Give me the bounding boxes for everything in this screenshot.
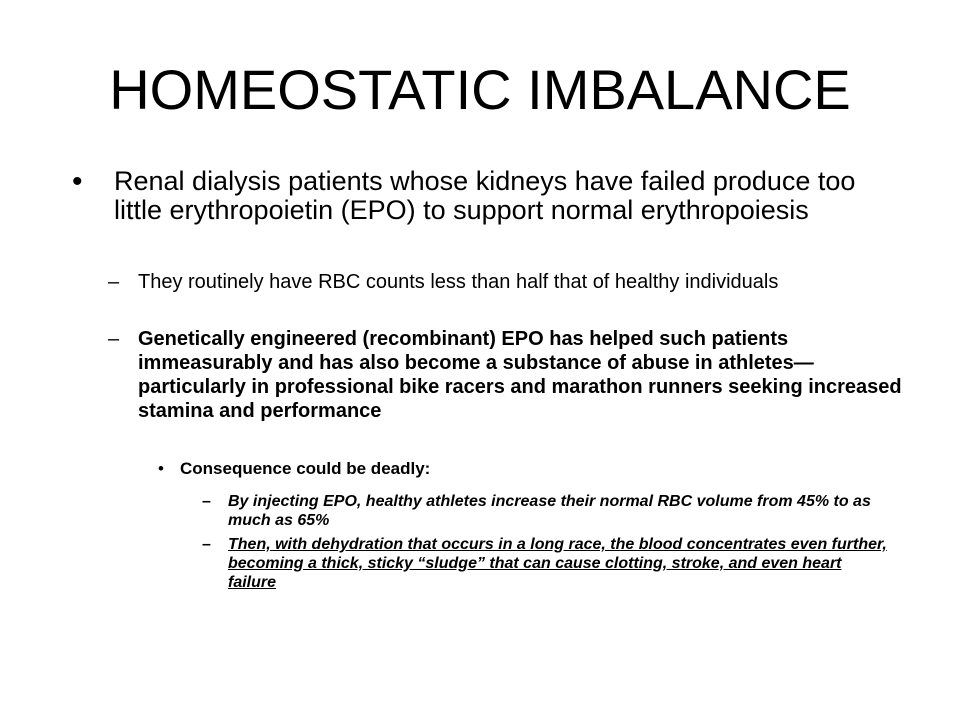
sub-bullet-injecting-epo	[202, 492, 892, 530]
slide-title: HOMEOSTATIC IMBALANCE	[109, 58, 851, 121]
dash-marker: –	[108, 271, 120, 293]
sub-bullet-dehydration	[202, 535, 892, 592]
dash-marker: –	[202, 536, 211, 553]
bullet-renal-dialysis	[72, 167, 902, 225]
bullet-marker: •	[158, 459, 164, 478]
dash-marker: –	[108, 328, 120, 350]
dash-marker: –	[202, 493, 211, 510]
bullet-text: Consequence could be deadly:	[180, 459, 431, 478]
bullet-marker: •	[72, 165, 83, 198]
bullet-consequence	[158, 458, 898, 480]
sub-bullet-text: Genetically engineered (recombinant) EPO has helped such patients immeasurably and has also become a substance of abuse in athletes—particularly in professional bike racers and marathon runners seeking increased stamina and performance	[138, 328, 902, 422]
sub-bullet-text: They routinely have RBC counts less than half that of healthy individuals	[138, 271, 779, 293]
sub-bullet-text: Then, with dehydration that occurs in a long race, the blood concentrates even further, becoming a thick, sticky “sludge” that can cause clotting, stroke, and even heart failure	[228, 536, 887, 591]
bullet-text: Renal dialysis patients whose kidneys have failed produce too little erythropoietin (EPO) to support normal erythropoiesis	[114, 166, 856, 225]
sub-bullet-rbc-counts	[108, 270, 908, 294]
sub-bullet-recombinant-epo	[108, 327, 908, 423]
sub-bullet-text: By injecting EPO, healthy athletes increase their normal RBC volume from 45% to as much as 65%	[228, 493, 871, 529]
